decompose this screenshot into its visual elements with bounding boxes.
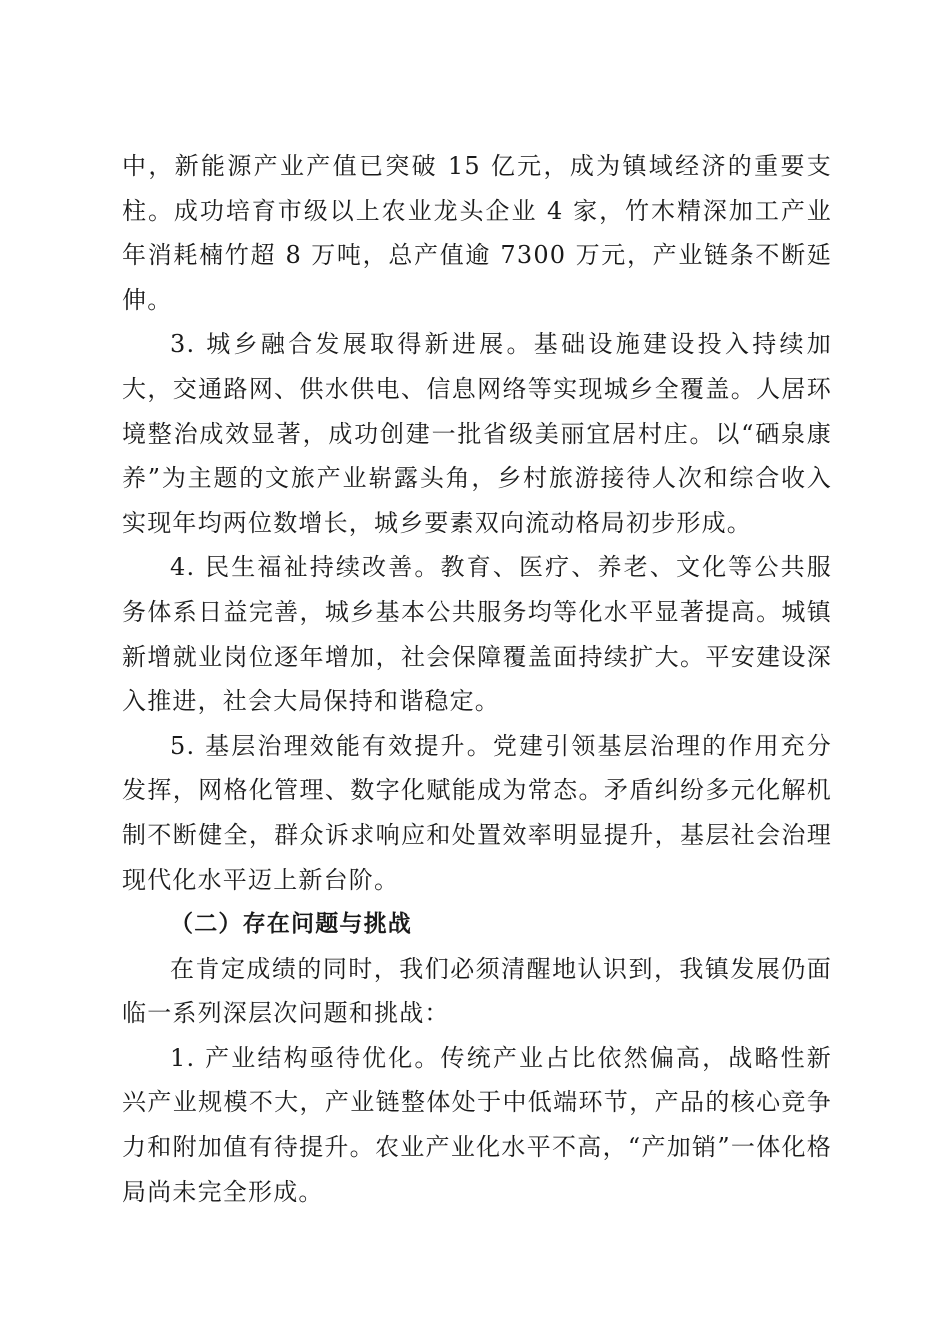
paragraph-grassroots-governance: 5. 基层治理效能有效提升。党建引领基层治理的作用充分发挥，网格化管理、数字化赋能成为常态。矛盾纠纷多元化解机制不断健全，群众诉求响应和处置效率明显提升，基层社会治理现代化水平迈上新台阶。 xyxy=(122,731,832,894)
paragraph-continuation: 中，新能源产业产值已突破 15 亿元，成为镇域经济的重要支柱。成功培育市级以上农业龙头企业 4 家，竹木精深加工产业年消耗楠竹超 8 万吨，总产值逾 7300 万元，产业链条不断延伸。 xyxy=(122,152,832,314)
paragraph-urban-rural-integration: 3. 城乡融合发展取得新进展。基础设施建设投入持续加大，交通路网、供水供电、信息网络等实现城乡全覆盖。人居环境整治成效显著，成功创建一批省级美丽宜居村庄。以“硒泉康养”为主题的文旅产业崭露头角，乡村旅游接待人次和综合收入实现年均两位数增长，城乡要素双向流动格局初步形成。 xyxy=(122,330,832,537)
paragraph-livelihood: 4. 民生福祉持续改善。教育、医疗、养老、文化等公共服务体系日益完善，城乡基本公共服务均等化水平显著提高。城镇新增就业岗位逐年增加，社会保障覆盖面持续扩大。平安建设深入推进，社会大局保持和谐稳定。 xyxy=(122,553,832,716)
paragraph-challenges-intro: 在肯定成绩的同时，我们必须清醒地认识到，我镇发展仍面临一系列深层次问题和挑战： xyxy=(122,954,832,1028)
section-heading: （二）存在问题与挑战 xyxy=(170,911,412,938)
document-body xyxy=(122,144,832,1214)
paragraph-industrial-structure: 1. 产业结构亟待优化。传统产业占比依然偏高，战略性新兴产业规模不大，产业链整体处于中低端环节，产品的核心竞争力和附加值有待提升。农业产业化水平不高，“产加销”一体化格局尚未完全形成。 xyxy=(122,1043,832,1206)
